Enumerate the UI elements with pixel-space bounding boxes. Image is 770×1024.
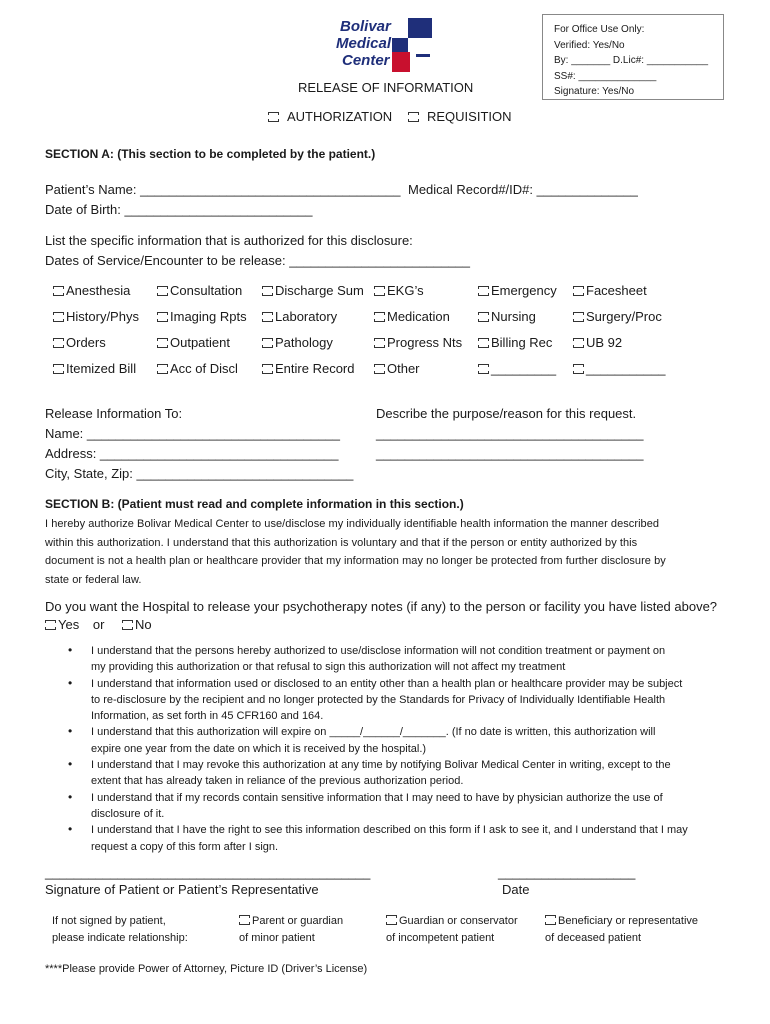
authorize-line: state or federal law. <box>45 573 142 586</box>
psychotherapy-answers <box>45 617 152 632</box>
info-option[interactable] <box>374 309 450 324</box>
info-option-label: Billing Rec <box>491 335 553 350</box>
authorize-line: I hereby authorize Bolivar Medical Center to use/disclose my individually identifiable health information the manner described <box>45 518 660 530</box>
acknowledgement-item <box>68 676 738 725</box>
bullet-icon: • <box>68 757 73 772</box>
authorization-option[interactable] <box>268 109 392 124</box>
release-city-field[interactable]: City, State, Zip: ______________________________ <box>45 466 354 481</box>
bolivar-logo <box>336 16 436 72</box>
bullet-icon: • <box>68 789 73 804</box>
release-address-field[interactable]: Address: _________________________________ <box>45 446 339 461</box>
info-option[interactable] <box>478 335 552 350</box>
info-option-label: Itemized Bill <box>66 361 137 376</box>
dates-of-service-field[interactable]: Dates of Service/Encounter to be release: _________________________ <box>45 253 470 268</box>
info-option-label: Imaging Rpts <box>170 309 247 324</box>
yes-checkbox[interactable] <box>45 620 54 630</box>
info-option[interactable] <box>573 309 662 324</box>
acknowledgement-item <box>68 643 738 676</box>
info-option-label: Laboratory <box>275 309 338 324</box>
info-list-label: List the specific information that is authorized for this disclosure: <box>45 233 413 248</box>
info-checkbox[interactable] <box>573 364 582 374</box>
office-title: For Office Use Only: <box>554 24 645 35</box>
yes-label: Yes <box>58 617 80 632</box>
relationship-label-2: please indicate relationship: <box>52 932 188 944</box>
acknowledgement-line: to re-disclosure by the recipient and no longer protected by the Standards for Privacy of Individually Identifiable Health <box>91 693 666 706</box>
requisition-label: REQUISITION <box>427 109 512 124</box>
bullet-icon: • <box>68 675 73 690</box>
acknowledgement-item <box>68 822 738 855</box>
info-checkbox[interactable] <box>53 312 62 322</box>
acknowledgement-line: request a copy of this form after I sign. <box>91 840 279 853</box>
relationship-option-label: Guardian or conservator <box>399 915 518 927</box>
or-label: or <box>92 617 105 632</box>
info-option[interactable] <box>374 361 420 376</box>
authorization-checkbox[interactable] <box>268 112 277 122</box>
signature-line[interactable]: _____________________________________________ <box>45 865 371 880</box>
acknowledgement-item <box>68 757 738 790</box>
purpose-label: Describe the purpose/reason for this request. <box>376 406 637 421</box>
authorization-label: AUTHORIZATION <box>287 109 393 124</box>
acknowledgement-line: I understand that I may revoke this authorization at any time by notifying Bolivar Medical Center in writing, except to the <box>91 759 671 772</box>
info-checkbox[interactable] <box>157 286 166 296</box>
medical-record-field[interactable]: Medical Record#/ID#: ______________ <box>408 182 638 197</box>
info-checkbox[interactable] <box>157 312 166 322</box>
info-option[interactable] <box>262 283 364 298</box>
logo-text-2: Medical <box>336 35 392 52</box>
authorization-paragraph <box>45 515 666 589</box>
info-checkbox[interactable] <box>157 364 166 374</box>
info-checkbox[interactable] <box>262 338 271 348</box>
info-checkbox[interactable] <box>53 338 62 348</box>
info-option[interactable] <box>157 283 242 298</box>
info-option[interactable] <box>53 283 130 298</box>
info-option-label: Facesheet <box>586 283 647 298</box>
info-option-label: EKG’s <box>387 283 424 298</box>
info-option-label: Consultation <box>170 283 243 298</box>
acknowledgement-line: my providing this authorization or that refusal to sign this authorization will not affect my treatment <box>91 661 566 674</box>
info-option[interactable] <box>53 361 136 376</box>
no-option[interactable] <box>122 617 152 632</box>
acknowledgement-list <box>68 643 738 855</box>
info-option[interactable] <box>478 361 556 376</box>
info-option-label: Progress Nts <box>387 335 463 350</box>
relationship-option-sublabel: of minor patient <box>239 932 315 944</box>
date-line[interactable]: ___________________ <box>498 865 636 880</box>
acknowledgement-item <box>68 724 738 757</box>
section-a-heading: SECTION A: (This section to be completed by the patient.) <box>45 147 376 161</box>
info-option-label: UB 92 <box>586 335 623 350</box>
requisition-option[interactable] <box>408 109 512 124</box>
requisition-checkbox[interactable] <box>408 112 417 122</box>
info-checkbox[interactable] <box>157 338 166 348</box>
info-option-label: Nursing <box>491 309 536 324</box>
acknowledgement-item <box>68 790 738 823</box>
acknowledgement-line: expire one year from the date on which it is received by the hospital.) <box>91 742 427 755</box>
info-option[interactable] <box>573 361 666 376</box>
info-option[interactable] <box>53 335 106 350</box>
info-option[interactable] <box>157 361 238 376</box>
info-checkbox[interactable] <box>573 338 582 348</box>
bullet-icon: • <box>68 822 73 837</box>
purpose-line-2[interactable]: _____________________________________ <box>376 446 644 461</box>
yes-option[interactable] <box>45 617 79 632</box>
info-checkbox[interactable] <box>478 286 487 296</box>
date-label: Date <box>502 882 530 897</box>
authorize-line: document is not a health plan or healthcare provider that my information may no longer be protected from further disclosure by <box>45 555 666 567</box>
info-option[interactable] <box>157 335 230 350</box>
info-option[interactable] <box>157 309 247 324</box>
relationship-label-1: If not signed by patient, <box>52 915 166 927</box>
info-option[interactable] <box>262 361 354 376</box>
info-checkbox[interactable] <box>573 312 582 322</box>
relationship-checkbox[interactable] <box>386 915 395 925</box>
info-option[interactable] <box>262 309 337 324</box>
info-checkbox[interactable] <box>262 286 271 296</box>
info-checkbox[interactable] <box>374 286 383 296</box>
info-option[interactable] <box>374 283 424 298</box>
release-to-label: Release Information To: <box>45 406 183 421</box>
info-checkbox[interactable] <box>374 364 383 374</box>
relationship-option-sublabel: of deceased patient <box>545 932 642 944</box>
acknowledgement-line: extent that has already taken in reliance of the previous authorization period. <box>91 775 464 788</box>
info-checkbox[interactable] <box>374 312 383 322</box>
office-verified: Verified: Yes/No <box>554 39 625 51</box>
acknowledgement-line: I understand that information used or disclosed to an entity other than a health plan or healthcare provider may be subject <box>91 677 683 690</box>
relationship-option-label: Parent or guardian <box>252 915 344 927</box>
info-option[interactable] <box>262 335 333 350</box>
info-checkbox[interactable] <box>53 364 62 374</box>
no-label: No <box>135 617 152 632</box>
relationship-option-sublabel: of incompetent patient <box>386 932 495 944</box>
bullet-icon: • <box>68 724 73 739</box>
acknowledgement-line: I understand that I have the right to see this information described on this form if I ask to see it, and I understand that I may <box>91 824 688 837</box>
relationship-checkbox[interactable] <box>545 915 554 925</box>
acknowledgement-line: Information, as set forth in 45 CFR160 and 164. <box>91 710 324 723</box>
office-ss: SS#: ______________ <box>554 70 657 82</box>
info-option-label: Orders <box>66 335 106 350</box>
relationship-option[interactable] <box>386 915 518 927</box>
info-checkbox[interactable] <box>53 286 62 296</box>
info-option[interactable] <box>573 335 622 350</box>
logo-text-1: Bolivar <box>340 18 391 35</box>
office-use-box <box>542 14 724 100</box>
no-checkbox[interactable] <box>122 620 131 630</box>
acknowledgement-line: I understand that if my records contain sensitive information that I may need to have by physician authorize the use of <box>91 791 663 804</box>
info-option-label: Other <box>387 361 420 376</box>
acknowledgement-line: I understand that this authorization will expire on _____/______/_______. (If no date is written, this authorization will <box>91 726 656 739</box>
signature-label: Signature of Patient or Patient’s Representative <box>45 882 319 897</box>
info-option-label: Entire Record <box>275 361 355 376</box>
psychotherapy-question: Do you want the Hospital to release your psychotherapy notes (if any) to the person or facility you have listed above? <box>45 599 718 614</box>
relationship-option[interactable] <box>545 915 698 927</box>
info-option-label: _________ <box>491 361 557 376</box>
dob-field[interactable]: Date of Birth: __________________________ <box>45 202 313 217</box>
info-option-label: ___________ <box>586 361 666 376</box>
authorize-line: within this authorization. I understand that this authorization is voluntary and that if the person or entity authorized by this <box>45 536 638 549</box>
relationship-option[interactable] <box>239 915 343 927</box>
info-option-label: Outpatient <box>170 335 230 350</box>
info-option[interactable] <box>374 335 462 350</box>
info-option[interactable] <box>478 283 557 298</box>
office-by: By: _______ D.Lic#: ___________ <box>554 55 709 66</box>
info-option[interactable] <box>478 309 536 324</box>
info-option[interactable] <box>573 283 647 298</box>
page-title: RELEASE OF INFORMATION <box>298 80 474 95</box>
info-checkbox[interactable] <box>478 338 487 348</box>
office-signature: Signature: Yes/No <box>554 86 635 97</box>
logo-text-3: Center <box>342 52 390 69</box>
info-option-label: Surgery/Proc <box>586 309 662 324</box>
purpose-line-1[interactable]: _____________________________________ <box>376 426 644 441</box>
info-checkbox[interactable] <box>262 312 271 322</box>
info-checkbox[interactable] <box>374 338 383 348</box>
info-option-label: Anesthesia <box>66 283 131 298</box>
relationship-option-label: Beneficiary or representative <box>558 915 699 927</box>
acknowledgement-line: disclosure of it. <box>91 807 165 820</box>
info-option-label: Acc of Discl <box>170 361 238 376</box>
section-b-heading: SECTION B: (Patient must read and complete information in this section.) <box>45 497 464 511</box>
info-option[interactable] <box>53 309 139 324</box>
info-option-label: Medication <box>387 309 450 324</box>
info-option-label: Pathology <box>275 335 333 350</box>
info-checkbox[interactable] <box>573 286 582 296</box>
bullet-icon: • <box>68 643 73 657</box>
patient-name-field[interactable]: Patient’s Name: ____________________________________ <box>45 182 401 197</box>
acknowledgement-line: I understand that the persons hereby authorized to use/disclose information will not condition treatment or payment on <box>91 645 666 657</box>
info-option-label: History/Phys <box>66 309 139 324</box>
info-checkbox[interactable] <box>478 364 487 374</box>
release-name-field[interactable]: Name: ___________________________________ <box>45 426 340 441</box>
info-checkbox[interactable] <box>262 364 271 374</box>
footnote: ****Please provide Power of Attorney, Picture ID (Driver’s License) <box>45 963 368 975</box>
info-checkbox[interactable] <box>478 312 487 322</box>
info-option-label: Discharge Sum <box>275 283 364 298</box>
relationship-checkbox[interactable] <box>239 915 248 925</box>
info-option-label: Emergency <box>491 283 557 298</box>
